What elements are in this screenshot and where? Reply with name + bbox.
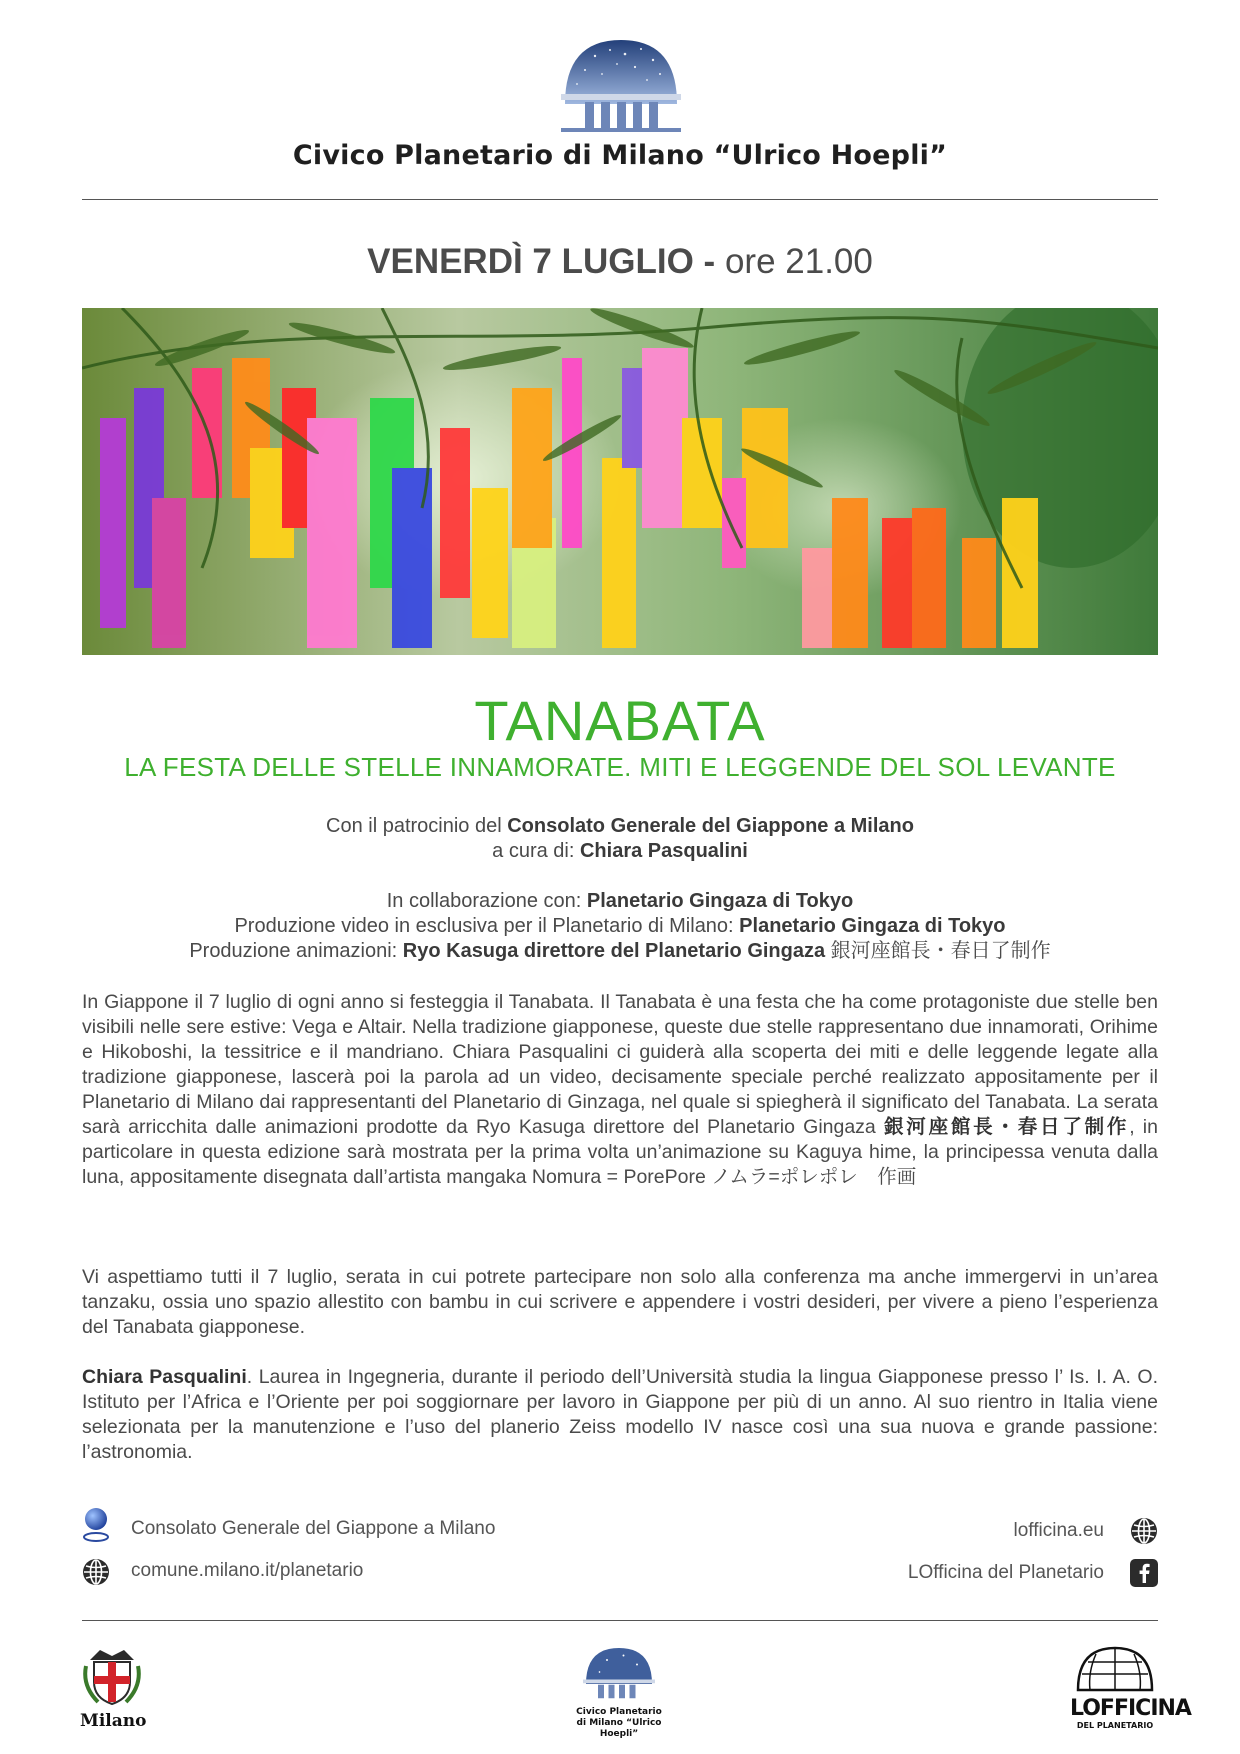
bio-text: . Laurea in Ingegneria, durante il periodo dell’Università studia la lingua Giapponese presso l’ Is. I. A. O. Istituto per l’Africa e l’Oriente per poi soggiornare per lavoro in Giappone per più di un anno. Al suo rientro in Italia viene selezionata per la manutenzione e l’uso del planerio Zeiss modello IV nasce così una sua nuova e grande passione: l’astronomia.	[82, 1366, 1159, 1463]
bio-paragraph	[82, 1365, 1158, 1465]
consulate-sphere-icon	[82, 1507, 110, 1543]
body-paragraph-1-bold: 銀河座館長・春日了制作	[884, 1116, 1130, 1138]
planetario-small-line1: Civico Planetario	[576, 1707, 662, 1717]
facebook-icon	[1130, 1559, 1158, 1587]
collab-name: Planetario Gingaza di Tokyo	[586, 890, 854, 912]
collab-line	[0, 889, 1240, 914]
officina-logo-text: LOFFICINA	[1070, 1696, 1191, 1721]
bio-name: Chiara Pasqualini	[82, 1366, 247, 1388]
curated-prefix: a cura di:	[492, 840, 580, 862]
planetario-dome-icon	[566, 1642, 672, 1702]
footer-divider	[82, 1620, 1158, 1621]
event-time: ore 21.00	[724, 242, 873, 281]
planetario-logo	[555, 34, 687, 134]
body-paragraph-1	[82, 990, 1158, 1190]
milano-crest-icon	[80, 1646, 144, 1706]
event-day: VENERDÌ 7 LUGLIO -	[367, 242, 716, 281]
curated-line	[0, 839, 1240, 864]
video-line	[0, 914, 1240, 939]
footer-link-facebook[interactable]: LOfficina del Planetario	[907, 1562, 1104, 1583]
footer-link-consulate[interactable]: Consolato Generale del Giappone a Milano	[131, 1518, 496, 1539]
globe-icon	[82, 1558, 110, 1586]
patronage-prefix: Con il patrocinio del	[326, 815, 508, 837]
globe-icon	[1130, 1517, 1158, 1545]
body-paragraph-1-text: In Giappone il 7 luglio di ogni anno si festeggia il Tanabata. Il Tanabata è una festa che ha come protagoniste due stelle ben visibili nelle sere estive: Vega e Altair. Nella tradizione giapponese, queste due stelle rappresentano due innamorati, Orihime e Hikoboshi, la tessitrice e il mandriano. Chiara Pasqualini ci guiderà alla scoperta dei miti e delle leggende legate alla tradizione giapponese, lascerà poi la parola ad un video, decisamente speciale perché realizzato appositamente per il Planetario di Milano dai rappresentanti del Planetario di Ginzaga, nel quale si spiegherà il significato del Tanabata. La serata sarà arricchita dalle animazioni prodotte da Ryo Kasuga direttore del Planetario Gingaza	[82, 991, 1158, 1138]
officina-globe-icon	[1070, 1644, 1160, 1692]
header-divider	[82, 199, 1158, 200]
animation-prefix: Produzione animazioni:	[189, 940, 403, 962]
body-paragraph-1-text-end: , in particolare in questa edizione sarà mostrata per la prima volta un’animazione su Kaguya hime, la principessa venuta dalla luna, appositamente disegnata dall’artista mangaka Nomura = PorePore ノムラ=ポレポレ 作画	[82, 1116, 1158, 1188]
collab-prefix: In collaborazione con:	[386, 890, 587, 912]
body-paragraph-2: Vi aspettiamo tutti il 7 luglio, serata in cui potrete partecipare non solo alla conferenza ma anche immergervi in un’area tanzaku, ossia uno spazio allestito con bambu in cui scrivere e appendere i vostri desideri, per vivere a pieno l’esperienza del Tanabata giapponese.	[82, 1266, 1158, 1338]
tanabata-photo	[82, 308, 1158, 655]
video-prefix: Produzione video in esclusiva per il Planetario di Milano:	[234, 915, 740, 937]
footer-link-comune[interactable]: comune.milano.it/planetario	[131, 1560, 364, 1581]
milano-logo-text: Milano	[80, 1711, 147, 1731]
planetario-small-logo	[566, 1642, 672, 1739]
event-date	[0, 242, 1240, 282]
planetario-small-line2: di Milano “Ulrico Hoepli”	[576, 1718, 662, 1739]
animation-japanese: 銀河座館長・春日了制作	[825, 940, 1051, 962]
officina-logo-sub: DEL PLANETARIO	[1076, 1721, 1154, 1730]
animation-name: Ryo Kasuga direttore del Planetario Gingaza	[402, 940, 826, 962]
patronage-line	[0, 814, 1240, 839]
curated-name: Chiara Pasqualini	[579, 840, 748, 862]
officina-logo	[1070, 1644, 1191, 1730]
animation-line	[0, 939, 1240, 964]
header-title: Civico Planetario di Milano “Ulrico Hoepli”	[292, 140, 948, 171]
event-title: TANABATA	[474, 689, 766, 752]
footer-link-lofficina[interactable]: lofficina.eu	[1013, 1520, 1104, 1541]
patronage-name: Consolato Generale del Giappone a Milano	[507, 815, 914, 837]
event-subtitle: LA FESTA DELLE STELLE INNAMORATE. MITI E LEGGENDE DEL SOL LEVANTE	[124, 752, 1116, 782]
milano-logo	[80, 1646, 147, 1731]
video-name: Planetario Gingaza di Tokyo	[739, 915, 1006, 937]
